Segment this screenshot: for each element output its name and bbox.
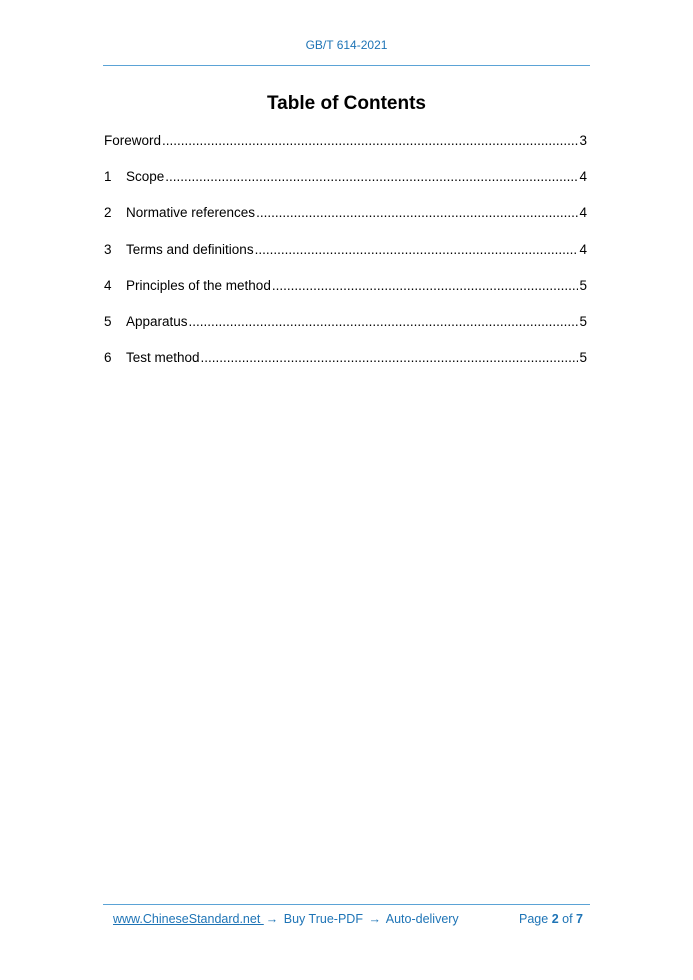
toc-entry-test-method[interactable] [104, 350, 587, 386]
toc-entry-normative-references[interactable] [104, 205, 587, 241]
toc-entry-scope[interactable] [104, 169, 587, 205]
toc-entry-label: Apparatus [126, 313, 188, 329]
toc-entry-number: 3 [104, 241, 112, 257]
arrow-right-icon: → [368, 912, 381, 926]
header-divider [103, 65, 590, 66]
toc-title: Table of Contents [266, 93, 427, 114]
toc-entry-number: 4 [104, 277, 112, 293]
toc-entry-apparatus[interactable] [104, 314, 587, 350]
page-indicator [519, 912, 583, 926]
toc-entry-foreword[interactable] [104, 133, 587, 169]
auto-delivery-text: Auto-delivery [385, 912, 459, 926]
toc-dot-leader [165, 169, 578, 184]
toc-entry-page: 4 [579, 169, 587, 185]
toc-dot-leader [189, 314, 579, 329]
toc-entry-page: 5 [579, 313, 587, 329]
toc-entry-label: Terms and definitions [126, 241, 254, 257]
toc-dot-leader [272, 278, 579, 293]
toc-entry-number: 5 [104, 313, 112, 329]
arrow-right-icon: → [265, 912, 279, 926]
document-header [103, 38, 590, 52]
toc-entry-page: 4 [579, 241, 587, 257]
toc-entry-page: 4 [579, 205, 587, 221]
document-id: GB/T 614-2021 [305, 38, 388, 52]
toc-entry-number: 2 [104, 205, 112, 221]
document-footer [113, 912, 583, 926]
toc-entry-page: 5 [579, 350, 587, 366]
toc-entry-label: Normative references [126, 205, 256, 221]
page-word: Page [519, 912, 549, 926]
toc-entry-label: Scope [126, 169, 165, 185]
toc-entry-number: 1 [104, 169, 112, 185]
toc-entry-label: Principles of the method [126, 277, 271, 293]
toc-dot-leader [201, 350, 579, 365]
toc-dot-leader [255, 242, 579, 257]
toc-dot-leader [256, 205, 578, 220]
toc-entry-principles-of-the-method[interactable] [104, 278, 587, 314]
toc-entry-label: Foreword [104, 133, 162, 148]
site-link[interactable]: www.ChineseStandard.net [113, 912, 264, 926]
toc-dot-leader [162, 133, 578, 148]
table-of-contents [104, 133, 587, 386]
page-total: 7 [576, 912, 583, 926]
toc-entry-label: Test method [126, 350, 200, 366]
toc-entry-page: 5 [579, 277, 587, 293]
toc-entry-number: 6 [104, 350, 112, 366]
footer-divider [103, 904, 590, 905]
page-current: 2 [551, 912, 559, 926]
buy-true-pdf-text: Buy True-PDF [283, 912, 363, 926]
toc-entry-terms-and-definitions[interactable] [104, 242, 587, 278]
toc-entry-page: 3 [579, 133, 587, 148]
page-of: of [562, 912, 573, 926]
